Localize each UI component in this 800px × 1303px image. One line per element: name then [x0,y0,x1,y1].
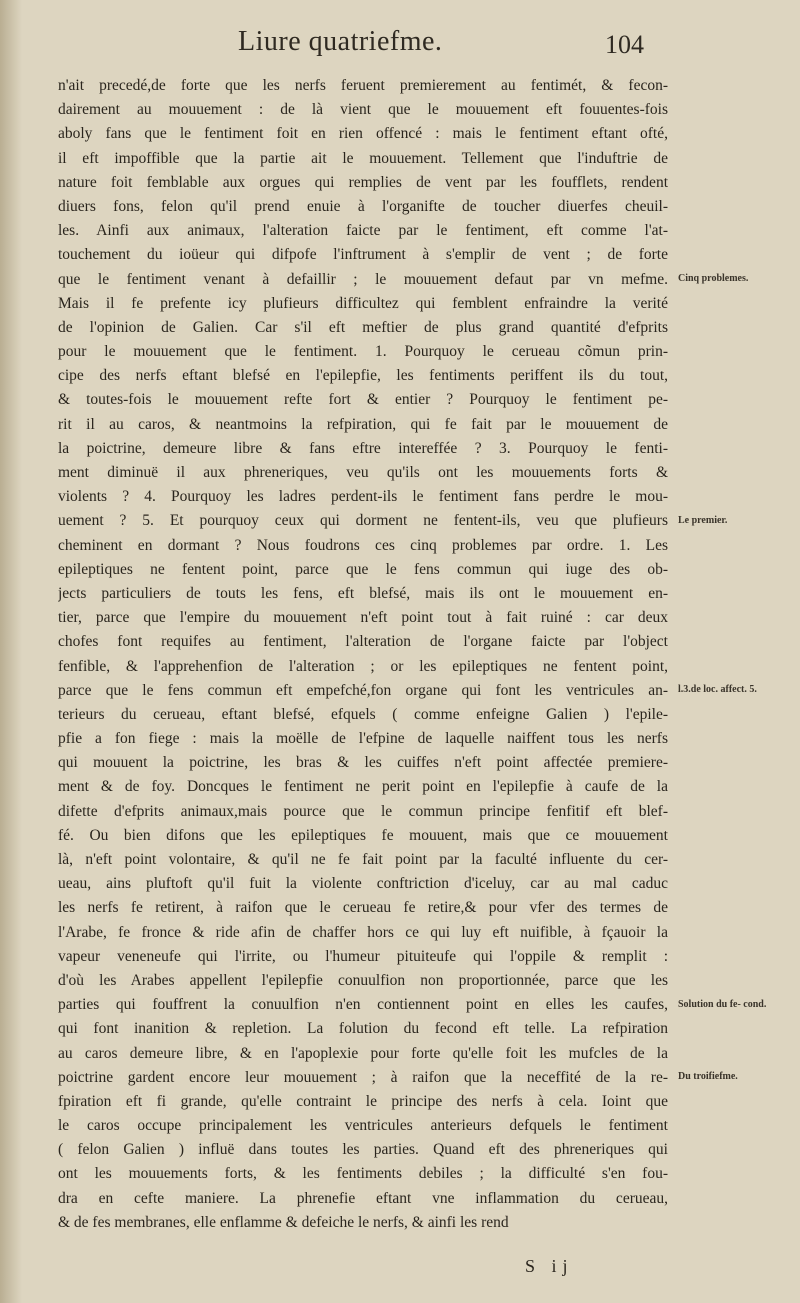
text-line: terieurs du cerueau, eftant blefsé, efquels ( comme enfeigne Galien ) l'epile- [58,705,668,723]
text-line: pfie a fon fiege : mais la moëlle de l'efpine de laquelle naiffent tous les nerfs [58,730,668,748]
page-header [0,26,800,66]
text-line: la poictrine, demeure libre & fans eftre intereffée ? 3. Pourquoy le fenti- [58,439,668,457]
margin-note: Le premier. [678,514,728,526]
text-line: diuers fons, felon qu'il prend enuie à l'organifte de toucher diuerfes cheuil- [58,197,668,215]
text-line: de l'opinion de Galien. Car s'il eft meftier de plus grand quantité d'efprits [58,318,668,336]
text-line: ment & de foy. Doncques le fentiment ne perit point en l'epilepfie à caufe de la [58,778,668,796]
text-line: qui mouuent la poictrine, les bras & les cuiffes n'eft point affectée premiere- [58,754,668,772]
text-line: cheminent en dormant ? Nous foudrons ces cinq problemes par ordre. 1. Les [58,536,668,554]
text-line: fé. Ou bien difons que les epileptiques fe mouuent, mais que ce mouuement [58,826,668,844]
text-line: uement ? 5. Et pourquoy ceux qui dorment ne fentent-ils, veu que plufieurs [58,512,668,530]
text-line: que le fentiment venant à defaillir ; le mouuement defaut par vn mefme. [58,270,668,288]
text-line: ( felon Galien ) influë dans toutes les parties. Quand eft des phreneriques qui [58,1141,668,1159]
text-line: qui font inanition & repletion. La folution du fecond eft telle. La refpiration [58,1020,668,1038]
text-line: là, n'eft point volontaire, & qu'il ne fe fait point par la faculté influente du cer- [58,851,668,868]
text-line: ueau, ains pluftoft qu'il fuit la violente conftriction d'iceluy, car au mal caduc [58,875,668,893]
text-line: le caros occupe principalement les ventricules anterieurs defquels le fentiment [58,1117,668,1135]
text-line: difette d'efprits animaux,mais pource que le commun principe fenfitif eft blef- [58,802,668,820]
margin-note: l.3.de loc. affect. 5. [678,684,757,695]
text-line: il eft impoffible que la partie ait le mouuement. Tellement que l'induftrie de [58,149,668,167]
text-line: epileptiques ne fentent point, parce que le fens commun qui iuge des ob- [58,560,668,578]
text-line: & toutes-fois le mouuement refte fort & entier ? Pourquoy le fentiment pe- [58,391,668,409]
text-line: au caros demeure libre, & en l'apoplexie pour forte qu'elle foit les mufcles de la [58,1044,668,1062]
text-line: chofes font requifes au fentiment, l'alteration de l'organe faicte par l'object [58,633,668,651]
margin-note: Du troifiefme. [678,1071,738,1083]
text-line: ont les mouuements forts, & les fentiments debiles ; la difficulté s'en fou- [58,1165,668,1183]
text-line: Mais il fe prefente icy plufieurs difficultez qui femblent enfraindre la verité [58,294,668,312]
page-gutter-shadow [0,0,22,1303]
text-line: poictrine gardent encore leur mouuement ; à raifon que la neceffité de la re- [58,1068,668,1086]
text-line: parties qui fouffrent la conuulfion n'en contiennent point en elles les caufes, [58,996,668,1014]
text-line: tier, parce que l'empire du mouuement n'eft point tout à fait ruiné : car deux [58,609,668,627]
text-line: dairement au mouuement : de là vient que le mouuement eft fouuentes-fois [58,101,668,119]
text-line: les nerfs fe retirent, à raifon que le cerueau fe retire,& pour vfer des termes de [58,899,668,917]
text-line: fenfible, & l'apprehenfion de l'alteration ; or les epileptiques ne fentent point, [58,657,668,675]
text-line: vapeur veneneufe qui l'irrite, ou l'humeur pituiteufe qui l'oppile & remplit : [58,947,668,965]
text-line: fpiration eft fi grande, qu'elle contraint le principe des nerfs à cela. Ioint que [58,1092,668,1110]
text-line: nature foit femblable aux orgues qui remplies de vent par les foufflets, rendent [58,173,668,191]
signature-mark: S ij [525,1256,574,1276]
text-line: n'ait precedé,de forte que les nerfs feruent premierement au fentimét, & fecon- [58,77,668,94]
text-line: violents ? 4. Pourquoy les ladres perdent-ils le fentiment fans perdre le mou- [58,488,668,506]
text-line: pour le mouuement que le fentiment. 1. Pourquoy le cerueau cõmun prin- [58,343,668,361]
running-title: Liure quatriefme. [238,26,443,57]
text-line: ment diminuë il aux phreneriques, veu qu'ils ont les mouuements forts & [58,464,668,481]
text-line: l'Arabe, fe fronce & ride afin de chaffer hors ce qui luy eft nuifible, à fçauoir la [58,923,668,941]
text-line: dra en cefte maniere. La phrenefie eftant vne inflammation du cerueau, [58,1189,668,1207]
text-line: & de fes membranes, elle enflamme & defeiche le nerfs, & ainfi les rend [58,1213,509,1231]
text-line: cipe des nerfs eftant blefsé en l'epilepfie, les fentiments periffent ils du tout, [58,367,668,385]
body-text [58,74,668,1235]
text-line: rit il au caros, & neantmoins la refpiration, qui fe fait par le mouuement de [58,415,668,433]
page-number: 104 [605,30,644,59]
margin-note: Solution du fe- cond. [678,998,767,1010]
text-line: aboly fans que le fentiment foit en rien offencé : mais le fentiment eftant ofté, [58,125,668,143]
text-line: les. Ainfi aux animaux, l'alteration faicte par le fentiment, eft comme l'at- [58,222,668,240]
text-line: touchement du ioüeur qui difpofe l'inftrument à s'emplir de vent ; de forte [58,246,668,264]
margin-note: Cinq problemes. [678,272,749,284]
text-line: jects particuliers de touts les fens, eft blefsé, mais ils ont le mouuement en- [58,584,668,602]
text-line: d'où les Arabes appellent l'epilepfie conuulfion non proportionnée, parce que les [58,971,668,989]
text-line: parce que le fens commun eft empefché,fon organe qui font les ventricules an- [58,681,668,699]
